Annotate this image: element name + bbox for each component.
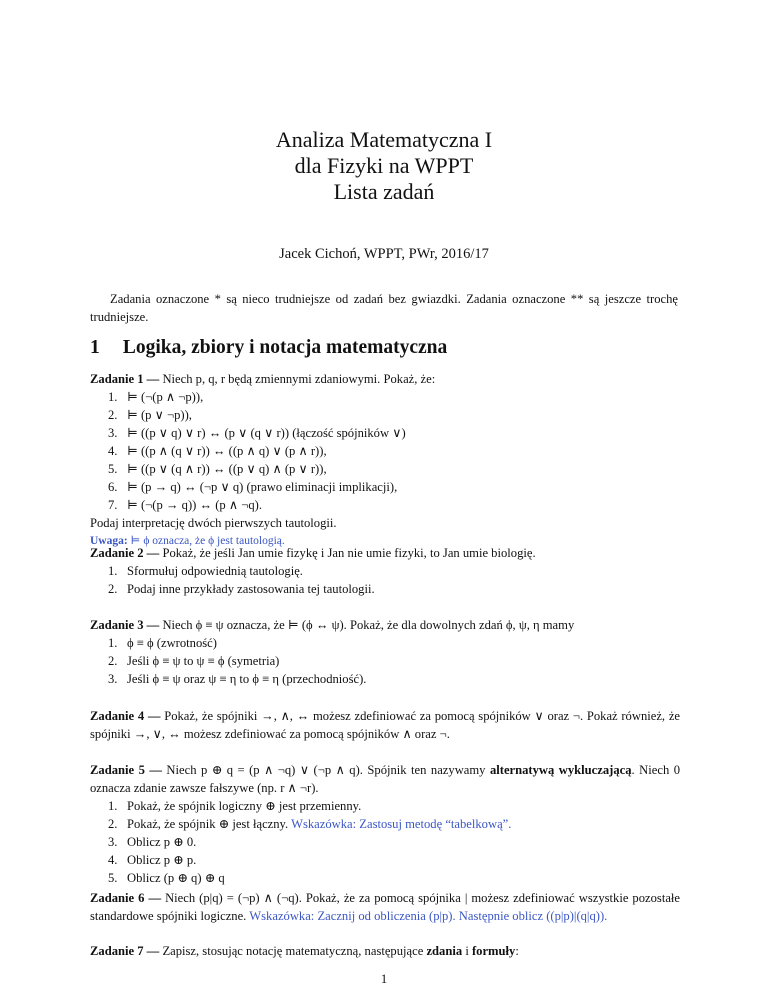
exercise-2-text: Pokaż, że jeśli Jan umie fizykę i Jan nie umie fizyki, to Jan umie biologię. [162,546,536,560]
title-line-1: Analiza Matematyczna I [275,127,493,152]
exercise-5-text-c: . Niech 0 oznacza zdanie zawsze fałszywe (np. r ∧ ¬r). [90,763,681,795]
section-heading [90,337,447,359]
list-item: 6. ⊨ (p → q) ↔ (¬p ∨ q) (prawo eliminacji implikacji), [108,480,398,494]
exercise-4-text: Pokaż, że spójniki →, ∧, ↔ możesz zdefiniować za pomocą spójników ∨ oraz ¬. Pokaż również, że spójniki →, ∨, ↔ możesz zdefiniować za pomocą spójników ∧ oraz ¬. [90,709,680,741]
section-number: 1 [90,337,100,358]
exercise-5-text-a: Niech p ⊕ q = (p ∧ ¬q) ∨ (¬p ∧ q). Spójnik ten nazywamy [166,763,486,777]
list-item: 1. Pokaż, że spójnik logiczny ⊕ jest przemienny. [108,799,362,813]
exercise-1-after: Podaj interpretację dwóch pierwszych tautologii. [90,516,337,530]
exercise-5-term: alternatywą wykluczającą [489,763,632,777]
exercise-2 [90,544,680,598]
exercise-5-hint: Wskazówka: Zastosuj metodę “tabelkową”. [291,817,512,831]
intro-paragraph: Zadania oznaczone * są nieco trudniejsze od zadań bez gwiazdki. Zadania oznaczone ** są jeszcze trochę trudniejsze. [90,292,678,324]
list-item: 2. ⊨ (p ∨ ¬p)), [108,408,192,422]
exercise-3-list [90,634,680,688]
list-item: 3. Jeśli ϕ ≡ ψ oraz ψ ≡ η to ϕ ≡ η (przechodniość). [108,672,367,686]
exercise-4 [90,707,680,743]
exercise-6-hint: Wskazówka: Zacznij od obliczenia (p|p). Następnie oblicz ((p|p)|(q|q)). [249,909,608,923]
exercise-1-text: Niech p, q, r będą zmiennymi zdaniowymi. Pokaż, że: [162,372,436,386]
list-item: 2. Pokaż, że spójnik ⊕ jest łączny. Wskazówka: Zastosuj metodę “tabelkową”. [108,817,512,831]
list-item: 1. ϕ ≡ ϕ (zwrotność) [108,636,217,650]
list-item: 4. Oblicz p ⊕ p. [108,853,197,867]
exercise-1-head: Zadanie 1 — [90,372,160,386]
exercise-2-head: Zadanie 2 — [90,546,160,560]
title-block [0,127,768,205]
list-item: 3. ⊨ ((p ∨ q) ∨ r) ↔ (p ∨ (q ∨ r)) (łączość spójników ∨) [108,426,406,440]
list-item: 2. Podaj inne przykłady zastosowania tej tautologii. [108,582,375,596]
exercise-1 [90,370,680,550]
list-item: 4. ⊨ ((p ∧ (q ∨ r)) ↔ ((p ∧ q) ∨ (p ∧ r)), [108,444,327,458]
exercise-2-list [90,562,680,598]
exercise-4-head: Zadanie 4 — [90,709,161,723]
list-item: 1. ⊨ (¬(p ∧ ¬p)), [108,390,204,404]
page-number: 1 [380,972,388,986]
title-line-3: Lista zadań [333,179,435,204]
exercise-1-note: Uwaga: ⊨ ϕ oznacza, że ϕ jest tautologią. [90,535,285,547]
exercise-5 [90,761,680,887]
author-line: Jacek Cichoń, WPPT, PWr, 2016/17 [279,246,489,262]
exercise-3-head: Zadanie 3 — [90,618,160,632]
exercise-6 [90,889,680,925]
exercise-3 [90,616,680,688]
list-item: 5. Oblicz (p ⊕ q) ⊕ q [108,871,225,885]
list-item: 7. ⊨ (¬(p → q)) ↔ (p ∧ ¬q). [108,498,262,512]
section-title: Logika, zbiory i notacja matematyczna [122,337,448,358]
exercise-1-list [90,388,680,514]
exercise-7: Zadanie 7 — Zapisz, stosując notację matematyczną, następujące zdania i formuły: [90,944,519,958]
exercise-5-head: Zadanie 5 — [90,763,162,777]
exercise-5-list [90,797,680,887]
exercise-6-head: Zadanie 6 — [90,891,162,905]
exercise-6-text: Niech (p|q) = (¬p) ∧ (¬q). Pokaż, że za pomocą spójnika | możesz zdefiniować wszystkie pozostałe standardowe spójniki logiczne. [90,891,680,923]
exercise-3-text: Niech ϕ ≡ ψ oznacza, że ⊨ (ϕ ↔ ψ). Pokaż, że dla dowolnych zdań ϕ, ψ, η mamy [162,618,575,632]
list-item: 1. Sformułuj odpowiednią tautologię. [108,564,303,578]
list-item: 3. Oblicz p ⊕ 0. [108,835,197,849]
exercise-7-head: Zadanie 7 — [90,944,160,958]
list-item: 2. Jeśli ϕ ≡ ψ to ψ ≡ ϕ (symetria) [108,654,280,668]
title-line-2: dla Fizyki na WPPT [294,153,474,178]
list-item: 5. ⊨ ((p ∨ (q ∧ r)) ↔ ((p ∨ q) ∧ (p ∨ r)), [108,462,327,476]
